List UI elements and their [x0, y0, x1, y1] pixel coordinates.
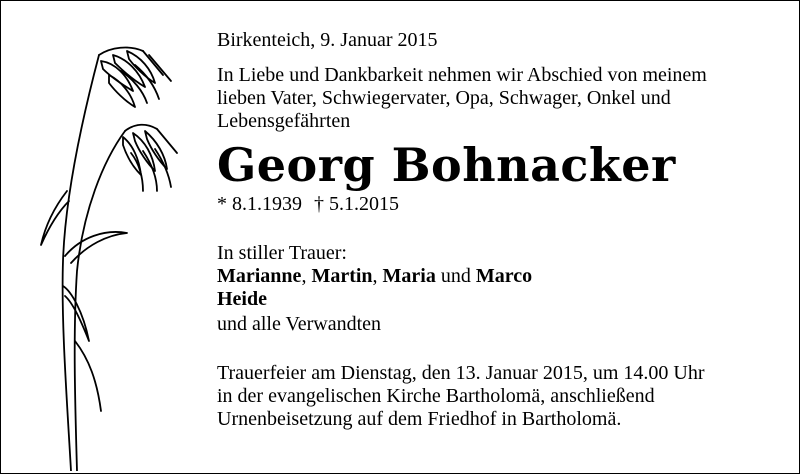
intro-line: lieben Vater, Schwiegervater, Opa, Schwager, Onkel und — [217, 87, 671, 109]
mourners-line — [217, 265, 787, 288]
relatives-text: und alle Verwandten — [217, 313, 382, 335]
notice-content — [217, 29, 787, 431]
intro-text — [217, 64, 787, 133]
mourner-name: Maria — [382, 265, 436, 287]
mourner-name: Heide — [217, 288, 267, 310]
mourner-name: Marianne — [217, 265, 302, 287]
birth-date: * 8.1.1939 — [217, 193, 302, 215]
intro-line: In Liebe und Dankbarkeit nehmen wir Abschied von meinem — [217, 64, 707, 86]
wheat-stalk-icon — [31, 41, 181, 471]
mourner-separator: , — [301, 265, 312, 287]
mourning-intro: In stiller Trauer: — [217, 242, 347, 264]
death-date: † 5.1.2015 — [314, 193, 399, 215]
service-line: in der evangelischen Kirche Bartholomä, anschließend — [217, 385, 655, 407]
mourner-name: Martin — [311, 265, 373, 287]
mourner-name: Marco — [475, 265, 533, 287]
service-line: Trauerfeier am Dienstag, den 13. Januar 2015, um 14.00 Uhr — [217, 362, 705, 384]
intro-line: Lebensgefährten — [217, 110, 351, 132]
service-info — [217, 362, 787, 431]
deceased-name: Georg Bohnacker — [217, 138, 676, 192]
mourner-separator: und — [435, 265, 476, 287]
mourner-separator: , — [372, 265, 383, 287]
place-date: Birkenteich, 9. Januar 2015 — [217, 29, 438, 51]
mourners-line — [217, 288, 787, 311]
life-dates — [217, 193, 787, 216]
service-line: Urnenbeisetzung auf dem Friedhof in Bartholomä. — [217, 408, 622, 430]
